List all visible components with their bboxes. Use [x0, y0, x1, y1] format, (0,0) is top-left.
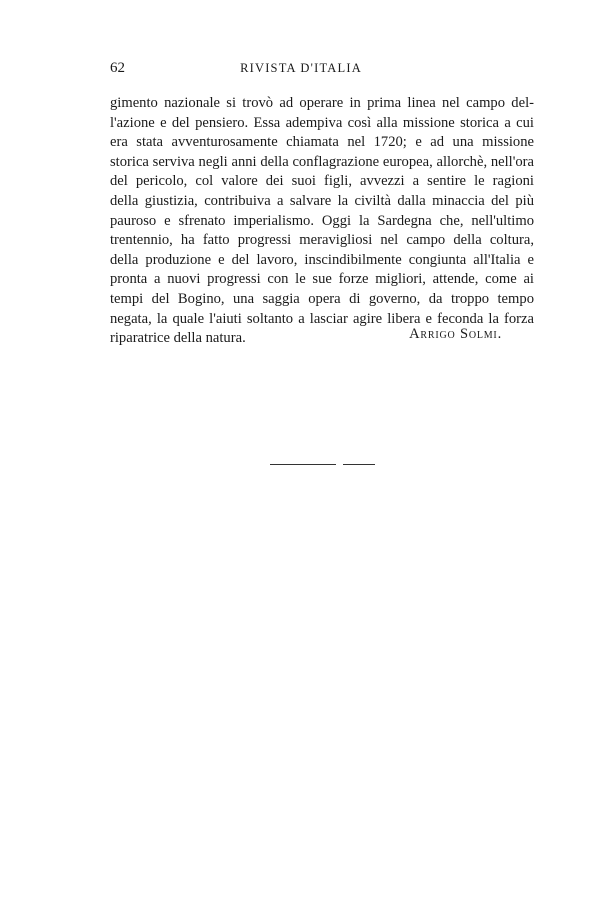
- text-line: tempi del Bogino, una saggia opera di governo, da troppo tempo: [110, 290, 534, 307]
- section-divider-right: [343, 464, 375, 465]
- text-line: della giustizia, contribuiva a salvare la civiltà dalla minaccia del più: [110, 192, 534, 209]
- text-line: della produzione e del lavoro, inscindibilmente congiunta all'Italia e: [110, 251, 534, 268]
- text-line: gimento nazionale si trovò ad operare in prima linea nel campo del-: [110, 95, 534, 111]
- text-line: riparatrice della natura.: [110, 330, 246, 347]
- text-line: del pericolo, col valore dei suoi figli, avvezzi a sentire le ragioni: [110, 173, 534, 190]
- text-line: l'azione e del pensiero. Essa adempiva così alla missione storica a cui: [110, 114, 534, 131]
- text-line: era stata avventurosamente chiamata nel 1720; e ad una missione: [110, 134, 534, 151]
- body-text: [110, 94, 534, 349]
- section-divider-left: [270, 464, 336, 465]
- page-number: 62: [110, 60, 125, 76]
- text-line: pauroso e sfrenato imperialismo. Oggi la Sardegna che, nell'ultimo: [110, 212, 534, 229]
- author-signature: Arrigo Solmi.: [409, 326, 502, 342]
- text-line: negata, la quale l'aiuti soltanto a lasciar agire libera e feconda la forza: [110, 310, 534, 327]
- text-line: pronta a nuovi progressi con le sue forze migliori, attende, come ai: [110, 271, 534, 288]
- text-line: trentennio, ha fatto progressi meravigliosi nel campo della coltura,: [110, 232, 534, 249]
- text-line: storica serviva negli anni della conflagrazione europea, allorchè, nell'ora: [110, 153, 534, 170]
- running-title: RIVISTA D'ITALIA: [240, 61, 362, 75]
